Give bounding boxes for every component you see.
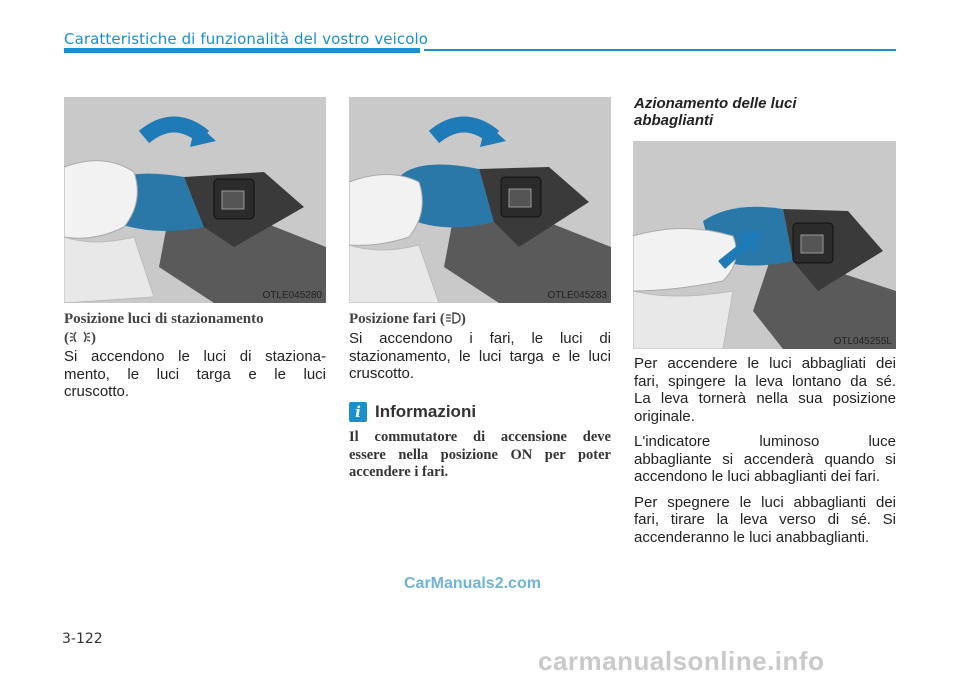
body-line: Si accendono le luci di staziona-	[64, 348, 326, 365]
body-line: fari, tirare la leva verso di sé. Si	[634, 511, 896, 528]
figure-parking-lights	[64, 97, 326, 303]
figure-code: OTLE045280	[262, 290, 322, 301]
info-title: Informazioni	[375, 402, 477, 421]
body-line: fari, spingere la leva lontano da sé.	[634, 372, 896, 390]
info-line: essere nella posizione ON per poter	[349, 446, 611, 463]
info-text	[349, 429, 611, 482]
page-number: 3-122	[62, 631, 103, 647]
headlights-body	[349, 330, 611, 383]
info-line: accendere i fari.	[349, 464, 449, 480]
body-line: Per spegnere le luci abbaglianti dei	[634, 493, 896, 511]
paragraph-3	[634, 494, 896, 547]
body-line: Per accendere le luci abbagliati dei	[634, 355, 896, 372]
figure-headlights	[349, 97, 611, 303]
lever-illustration-2	[349, 97, 611, 303]
figure-code: OTLE045283	[547, 290, 607, 301]
header-rule-thin	[424, 49, 896, 51]
figure-high-beam	[633, 141, 896, 349]
heading-suffix: )	[460, 311, 466, 327]
body-line: accendono le luci abbaglianti dei fari.	[634, 468, 880, 485]
body-line: mento, le luci targa e le luci	[64, 365, 326, 383]
heading-line-1: Azionamento delle luci	[634, 95, 797, 112]
watermark-link[interactable]: CarManuals2.com	[404, 575, 541, 592]
body-line: cruscotto.	[64, 383, 130, 400]
body-line: originale.	[634, 407, 695, 425]
parking-light-icon	[69, 330, 91, 344]
headlight-icon	[445, 311, 461, 325]
figure-code: OTL045255L	[833, 336, 892, 347]
body-line: Si accendono i fari, le luci di	[349, 330, 611, 347]
paren-close: )	[91, 330, 96, 346]
high-beam-heading	[634, 95, 896, 129]
lever-illustration-1	[64, 97, 326, 303]
body-line: L'indicatore luminoso luce	[634, 433, 896, 450]
header-rule-thick	[64, 48, 420, 53]
info-icon: i	[349, 402, 367, 422]
paragraph-1	[634, 355, 896, 425]
high-beam-body	[634, 355, 896, 554]
section-title: Caratteristiche di funzionalità del vostro veicolo	[64, 30, 429, 48]
parking-lights-heading	[64, 310, 326, 348]
body-line: stazionamento, le luci targa e le luci	[349, 347, 611, 365]
info-box	[349, 402, 476, 422]
heading-prefix: Posizione fari (	[349, 311, 445, 327]
paragraph-2	[634, 433, 896, 486]
parking-lights-body	[64, 348, 326, 401]
heading-line-1: Posizione luci di stazionamento	[64, 311, 264, 327]
paren-open: (	[64, 330, 69, 346]
heading-line-2: abbaglianti	[634, 112, 714, 129]
info-line: Il commutatore di accensione deve	[349, 429, 611, 445]
heading-line-2	[64, 329, 326, 348]
watermark-bottom[interactable]: carmanualsonline.info	[538, 646, 825, 676]
body-line: La leva tornerà nella sua posizione	[634, 390, 896, 407]
lever-illustration-3	[633, 141, 896, 349]
body-line: accenderanno le luci anabbaglianti.	[634, 528, 870, 546]
body-line: cruscotto.	[349, 365, 415, 382]
body-line: abbagliante si accenderà quando si	[634, 450, 896, 468]
headlights-heading	[349, 310, 611, 329]
